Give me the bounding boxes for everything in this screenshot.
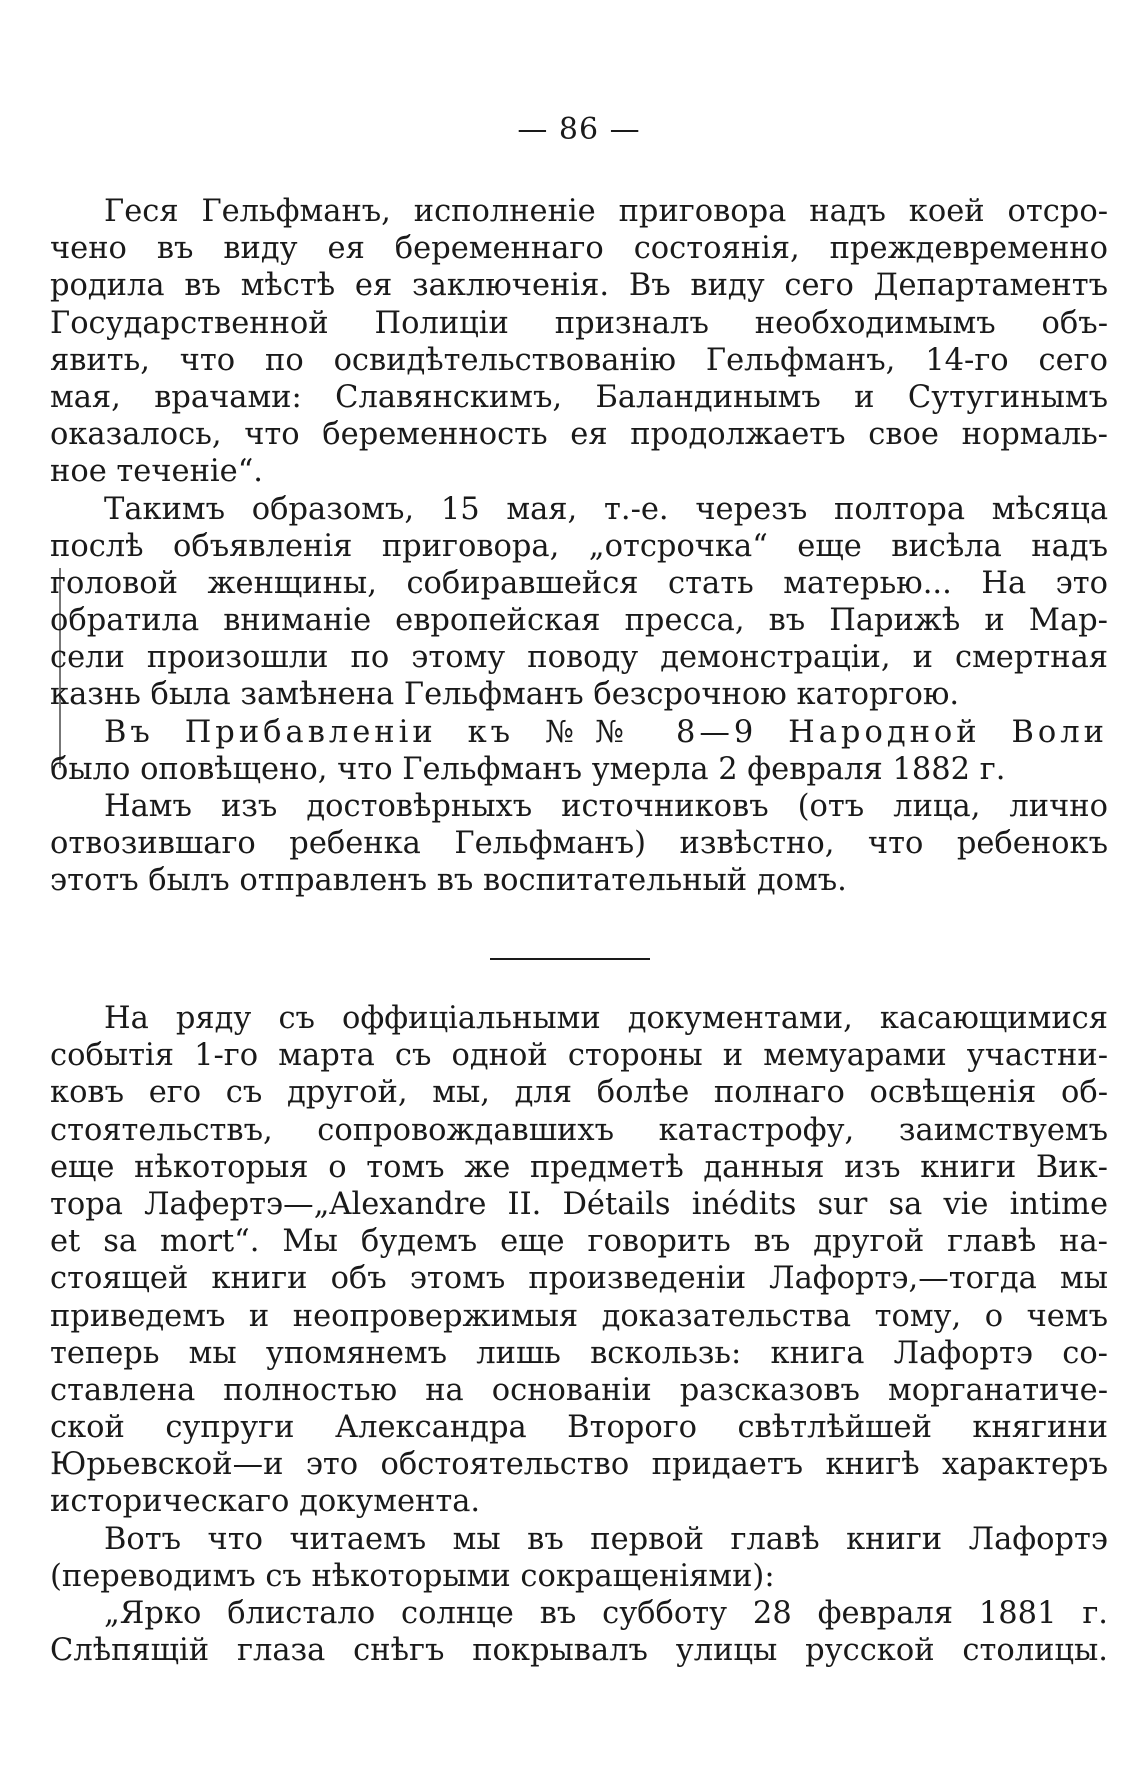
text-line: Въ Прибавленіи къ №№ 8—9 Народной Воли: [104, 714, 1108, 750]
text-line: На ряду съ оффиціальными документами, касающимися: [104, 1001, 1108, 1036]
text-line: тора Лафертэ—„Alexandre II. Détails inédits sur sa vie intime: [50, 1186, 1108, 1222]
text-line: чено въ виду ея беременнаго состоянія, преждевременно: [50, 231, 1108, 267]
text-line: еще нѣкоторыя о томъ же предметѣ данныя изъ книги Вик-: [50, 1149, 1108, 1185]
text-line: явить, что по освидѣтельствованію Гельфманъ, 14-го сего: [50, 342, 1108, 378]
text-line: Вотъ что читаемъ мы въ первой главѣ книги Лафортэ: [104, 1521, 1108, 1557]
text-line: было оповѣщено, что Гельфманъ умерла 2 февраля 1882 г.: [50, 751, 1006, 787]
text-line: оказалось, что беременность ея продолжаетъ свое нормаль-: [50, 417, 1108, 453]
text-line: обратила вниманіе европейская пресса, въ Парижѣ и Мар-: [50, 603, 1108, 639]
text-line: ное теченіе“.: [50, 454, 263, 490]
text-line: сели произошли по этому поводу демонстраціи, и смертная: [50, 640, 1108, 676]
text-line: Геся Гельфманъ, исполненіе приговора надъ коей отсро-: [104, 194, 1108, 229]
text-line: приведемъ и неопровержимыя доказательства тому, о чемъ: [50, 1298, 1108, 1334]
section-separator: [490, 958, 650, 960]
text-block-top: [50, 193, 1108, 900]
text-line: ставлена полностью на основаніи разсказовъ морганатиче-: [50, 1372, 1108, 1408]
text-line: послѣ объявленія приговора, „отсрочка“ еще висѣла надъ: [50, 528, 1108, 564]
text-line: событія 1-го марта съ одной стороны и мемуарами участни-: [50, 1038, 1108, 1074]
text-line: казнь была замѣнена Гельфманъ безсрочною каторгою.: [50, 677, 960, 713]
text-line: Намъ изъ достовѣрныхъ источниковъ (отъ лица, лично: [104, 789, 1108, 824]
text-line: ской супруги Александра Второго свѣтлѣйшей княгини: [50, 1410, 1108, 1446]
text-block-bottom: [50, 1000, 1108, 1669]
text-line: мая, врачами: Славянскимъ, Баландинымъ и Сутугинымъ: [50, 379, 1108, 415]
text-line: историческаго документа.: [50, 1484, 481, 1520]
text-line: Государственной Полиціи призналъ необходимымъ объ-: [50, 305, 1108, 341]
text-line: et sa mort“. Мы будемъ еще говорить въ другой главѣ на-: [50, 1224, 1108, 1260]
text-line: Такимъ образомъ, 15 мая, т.-е. черезъ полтора мѣсяца: [104, 491, 1108, 527]
text-line: этотъ былъ отправленъ въ воспитательный домъ.: [50, 863, 847, 899]
book-page: [50, 0, 1108, 1786]
text-line: головой женщины, собиравшейся стать матерью... На это: [50, 565, 1108, 601]
text-line: родила въ мѣстѣ ея заключенія. Въ виду сего Департаментъ: [50, 268, 1108, 304]
text-line: стоятельствъ, сопровождавшихъ катастрофу, заимствуемъ: [50, 1112, 1108, 1148]
page-number: — 86 —: [517, 112, 641, 147]
text-line: Юрьевской—и это обстоятельство придаетъ книгѣ характеръ: [50, 1447, 1108, 1483]
text-line: стоящей книги объ этомъ произведеніи Лафортэ,—тогда мы: [50, 1261, 1108, 1297]
text-line: (переводимъ съ нѣкоторыми сокращеніями):: [50, 1558, 775, 1594]
text-line: теперь мы упомянемъ лишь вскользь: книга Лафортэ со-: [50, 1335, 1108, 1371]
text-line: ковъ его съ другой, мы, для болѣе полнаго освѣщенія об-: [50, 1075, 1108, 1111]
text-line: „Ярко блистало солнце въ субботу 28 февраля 1881 г.: [104, 1596, 1108, 1631]
text-line: отвозившаго ребенка Гельфманъ) извѣстно, что ребенокъ: [50, 826, 1108, 862]
text-line: Слѣпящій глаза снѣгъ покрывалъ улицы русской столицы.: [50, 1633, 1108, 1669]
